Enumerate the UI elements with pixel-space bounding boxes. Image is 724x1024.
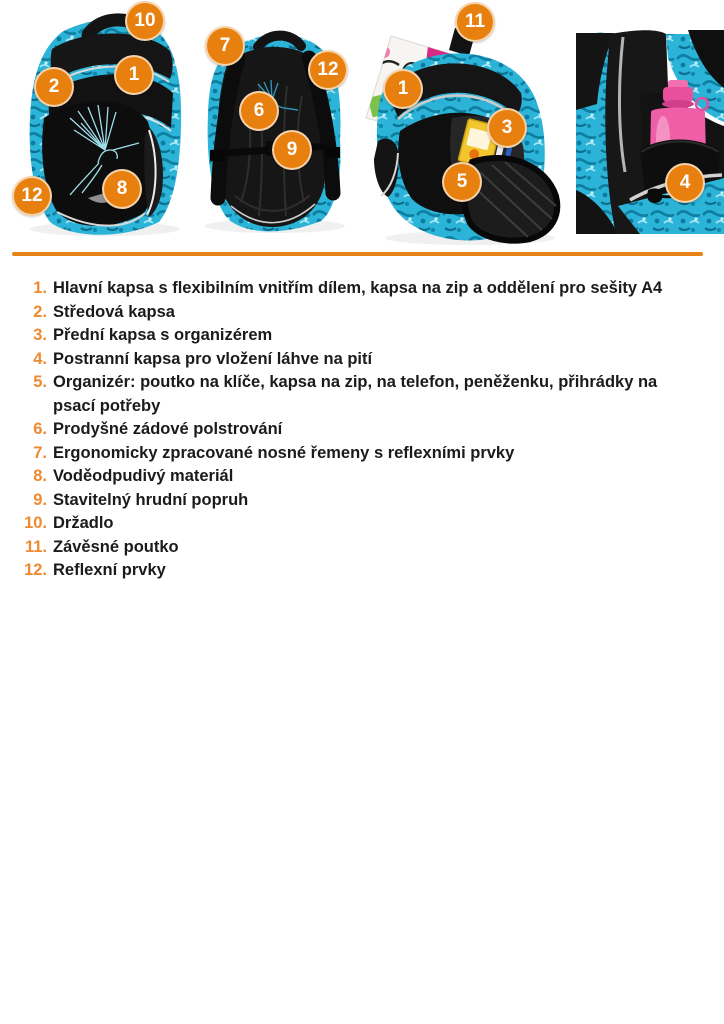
callout-badge-2: 2 [34,67,74,107]
feature-item-6 [10,418,703,442]
callout-badge-8: 8 [102,169,142,209]
feature-text: Hlavní kapsa s flexibilním vnitřím dílem, kapsa na zip a oddělení pro sešity A4 [53,279,663,297]
feature-text: Postranní kapsa pro vložení láhve na pití [53,349,373,368]
feature-number: 1. [33,279,47,297]
feature-text: Voděodpudivý materiál [53,467,234,485]
callout-badge-12: 12 [308,50,348,90]
feature-text: Reflexní prvky [53,561,166,579]
feature-item-10 [10,512,703,536]
feature-text: Závěsné poutko [53,537,179,556]
feature-text: Středová kapsa [53,302,175,321]
feature-list [10,277,703,583]
callout-badge-1: 1 [114,55,154,95]
feature-item-1 [10,277,703,301]
feature-number: 12. [24,561,47,579]
callout-badge-6: 6 [239,91,279,131]
feature-number: 8. [33,467,47,485]
callout-badge-3: 3 [487,108,527,148]
callout-badge-7: 7 [205,26,245,66]
feature-item-8 [10,465,703,489]
feature-number: 5. [33,373,47,391]
feature-text: Přední kapsa s organizérem [53,326,273,344]
badge-layer [0,0,724,250]
feature-number: 4. [33,349,47,368]
feature-text: Držadlo [53,514,114,532]
callout-badge-5: 5 [442,162,482,202]
callout-badge-1: 1 [383,69,423,109]
feature-text: Prodyšné zádové polstrování [53,420,283,438]
feature-text: Ergonomicky zpracované nosné řemeny s reflexními prvky [53,443,515,462]
feature-item-5 [10,371,703,418]
feature-number: 10. [24,514,47,532]
feature-number: 11. [24,537,47,556]
feature-number: 3. [33,326,47,344]
callout-badge-10: 10 [125,1,165,41]
feature-text: Stavitelný hrudní popruh [53,490,249,509]
callout-badge-12: 12 [12,176,52,216]
feature-item-2 [10,301,703,325]
feature-item-3 [10,324,703,348]
feature-number: 9. [33,490,47,509]
callout-badge-4: 4 [665,163,705,203]
feature-item-11 [10,536,703,560]
feature-number: 2. [33,302,47,321]
callout-badge-9: 9 [272,130,312,170]
feature-item-9 [10,489,703,513]
feature-item-12 [10,559,703,583]
feature-item-7 [10,442,703,466]
feature-number: 7. [33,443,47,462]
section-divider [12,252,703,256]
feature-item-4 [10,348,703,372]
feature-number: 6. [33,420,47,438]
feature-text: Organizér: poutko na klíče, kapsa na zip, na telefon, peněženku, přihrádky na psací potřeby [53,373,658,415]
callout-badge-11: 11 [455,2,495,42]
